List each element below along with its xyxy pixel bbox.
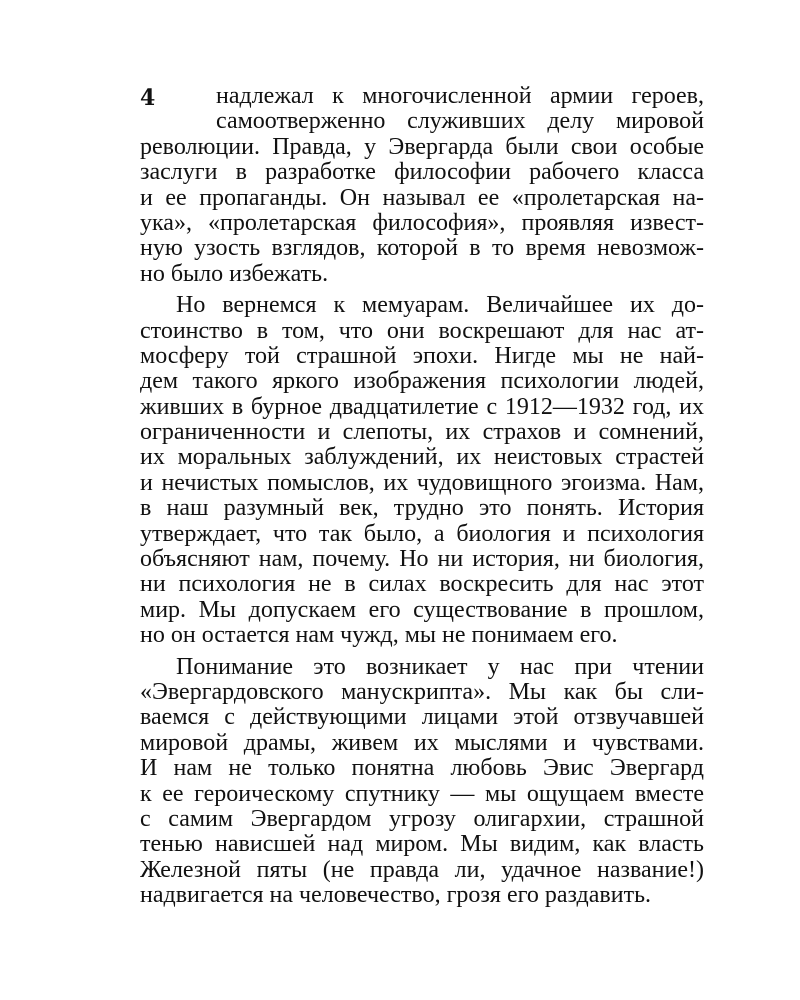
text-line: ваемся с действующими лицами этой отзвучавшей (140, 704, 704, 731)
paragraph (140, 84, 704, 287)
paragraph (140, 293, 704, 648)
page-number: 4 (140, 85, 156, 111)
text-line: заслуги в разработке философии рабочего класса (140, 159, 704, 186)
text-line: и ее пропаганды. Он называл ее «пролетарская на- (140, 184, 704, 211)
text-line: но было избежать. (140, 260, 329, 287)
text-line: дем такого яркого изображения психологии людей, (140, 368, 704, 395)
text-line: ука», «пролетарская философия», проявляя извест- (140, 209, 704, 236)
text-line: «Эвергардовского манускрипта». Мы как бы сли- (140, 678, 704, 705)
text-line: И нам не только понятна любовь Эвис Эвергард (140, 755, 704, 782)
text-line: Железной пяты (не правда ли, удачное название!) (140, 856, 704, 883)
text-line: тенью нависшей над миром. Мы видим, как власть (140, 831, 704, 858)
text-line: объясняют нам, почему. Но ни история, ни биология, (140, 546, 704, 573)
text-line: мировой драмы, живем их мыслями и чувствами. (140, 729, 704, 756)
text-line: стоинство в том, что они воскрешают для нас ат- (140, 317, 704, 344)
text-line: утверждает, что так было, а биология и психология (140, 520, 704, 547)
text-line: живших в бурное двадцатилетие с 1912—1932 год, их (140, 393, 704, 420)
text-line: но он остается нам чужд, мы не понимаем его. (140, 622, 618, 649)
text-line: Понимание это возникает у нас при чтении (176, 653, 704, 680)
text-line: самоотверженно служивших делу мировой (216, 108, 704, 135)
text-line: ограниченности и слепоты, их страхов и сомнений, (140, 419, 704, 446)
paragraph (140, 655, 704, 909)
text-line: надвигается на человечество, грозя его раздавить. (140, 882, 652, 909)
text-line: к ее героическому спутнику — мы ощущаем вместе (140, 780, 704, 807)
text-line: в наш разумный век, трудно это понять. История (140, 495, 704, 522)
text-line: Но вернемся к мемуарам. Величайшее их до- (176, 292, 704, 319)
text-line: мосферу той страшной эпохи. Нигде мы не най- (140, 342, 704, 369)
text-line: ную узость взглядов, которой в то время невозмож- (140, 235, 704, 262)
text-line: их моральных заблуждений, их неистовых страстей (140, 444, 704, 471)
text-line: надлежал к многочисленной армии героев, (216, 83, 704, 109)
text-line: мир. Мы допускаем его существование в прошлом, (140, 596, 704, 623)
text-line: ни психология не в силах воскресить для нас этот (140, 571, 704, 598)
text-line: с самим Эвергардом угрозу олигархии, страшной (140, 805, 704, 832)
body-text (140, 84, 704, 909)
text-line: и нечистых помыслов, их чудовищного эгоизма. Нам, (140, 469, 704, 496)
text-line: революции. Правда, у Эвергарда были свои особые (140, 133, 704, 160)
